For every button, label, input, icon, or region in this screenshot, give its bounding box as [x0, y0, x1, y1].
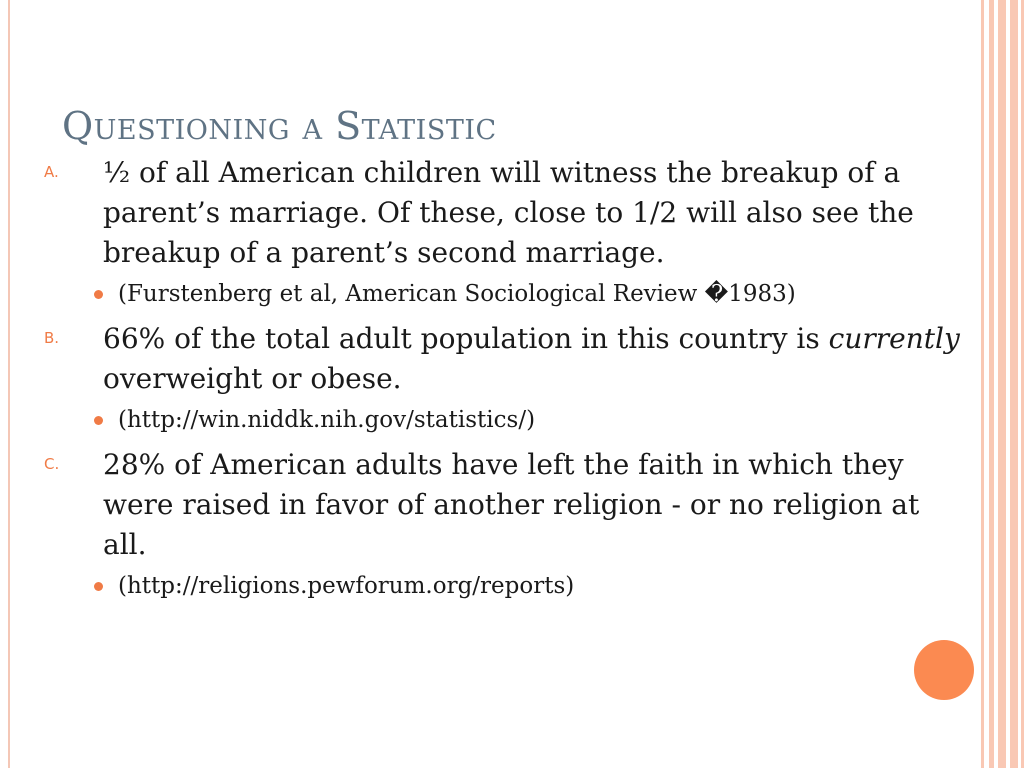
stripe [981, 0, 984, 768]
bullet-dot-icon [94, 416, 103, 425]
list-item-b [44, 319, 964, 399]
item-text: ½ of all American children will witness the breakup of a parent’s marriage. Of these, close to 1/2 will also see the breakup of a parent’s second marriage. [103, 156, 914, 269]
item-text: 28% of American adults have left the faith in which they were raised in favor of another religion - or no religion at all. [103, 448, 920, 561]
source-item-a [44, 278, 964, 310]
source-item-c [44, 570, 964, 602]
stripe [989, 0, 994, 768]
right-decorative-stripes [980, 0, 1024, 768]
list-item-a [44, 153, 964, 273]
source-item-b [44, 404, 964, 436]
slide-title: Questioning a Statistic [62, 104, 497, 148]
item-marker: C. [44, 455, 60, 473]
source-text: (http://win.niddk.nih.gov/statistics/) [118, 407, 536, 433]
bullet-dot-icon [94, 582, 103, 591]
item-text-before: 66% of the total adult population in this country is [103, 322, 829, 355]
source-text: (Furstenberg et al, American Sociological Review �1983) [118, 281, 796, 307]
stripe [998, 0, 1006, 768]
item-marker: A. [44, 163, 59, 181]
decorative-orange-circle [914, 640, 974, 700]
bullet-dot-icon [94, 290, 103, 299]
slide-content [44, 153, 964, 611]
item-marker: B. [44, 329, 60, 347]
item-text-emphasis: currently [828, 322, 960, 355]
left-frame-line [8, 0, 10, 768]
stripe [1010, 0, 1018, 768]
source-text: (http://religions.pewforum.org/reports) [118, 573, 575, 599]
list-item-c [44, 445, 964, 565]
item-text-after: overweight or obese. [103, 362, 402, 395]
